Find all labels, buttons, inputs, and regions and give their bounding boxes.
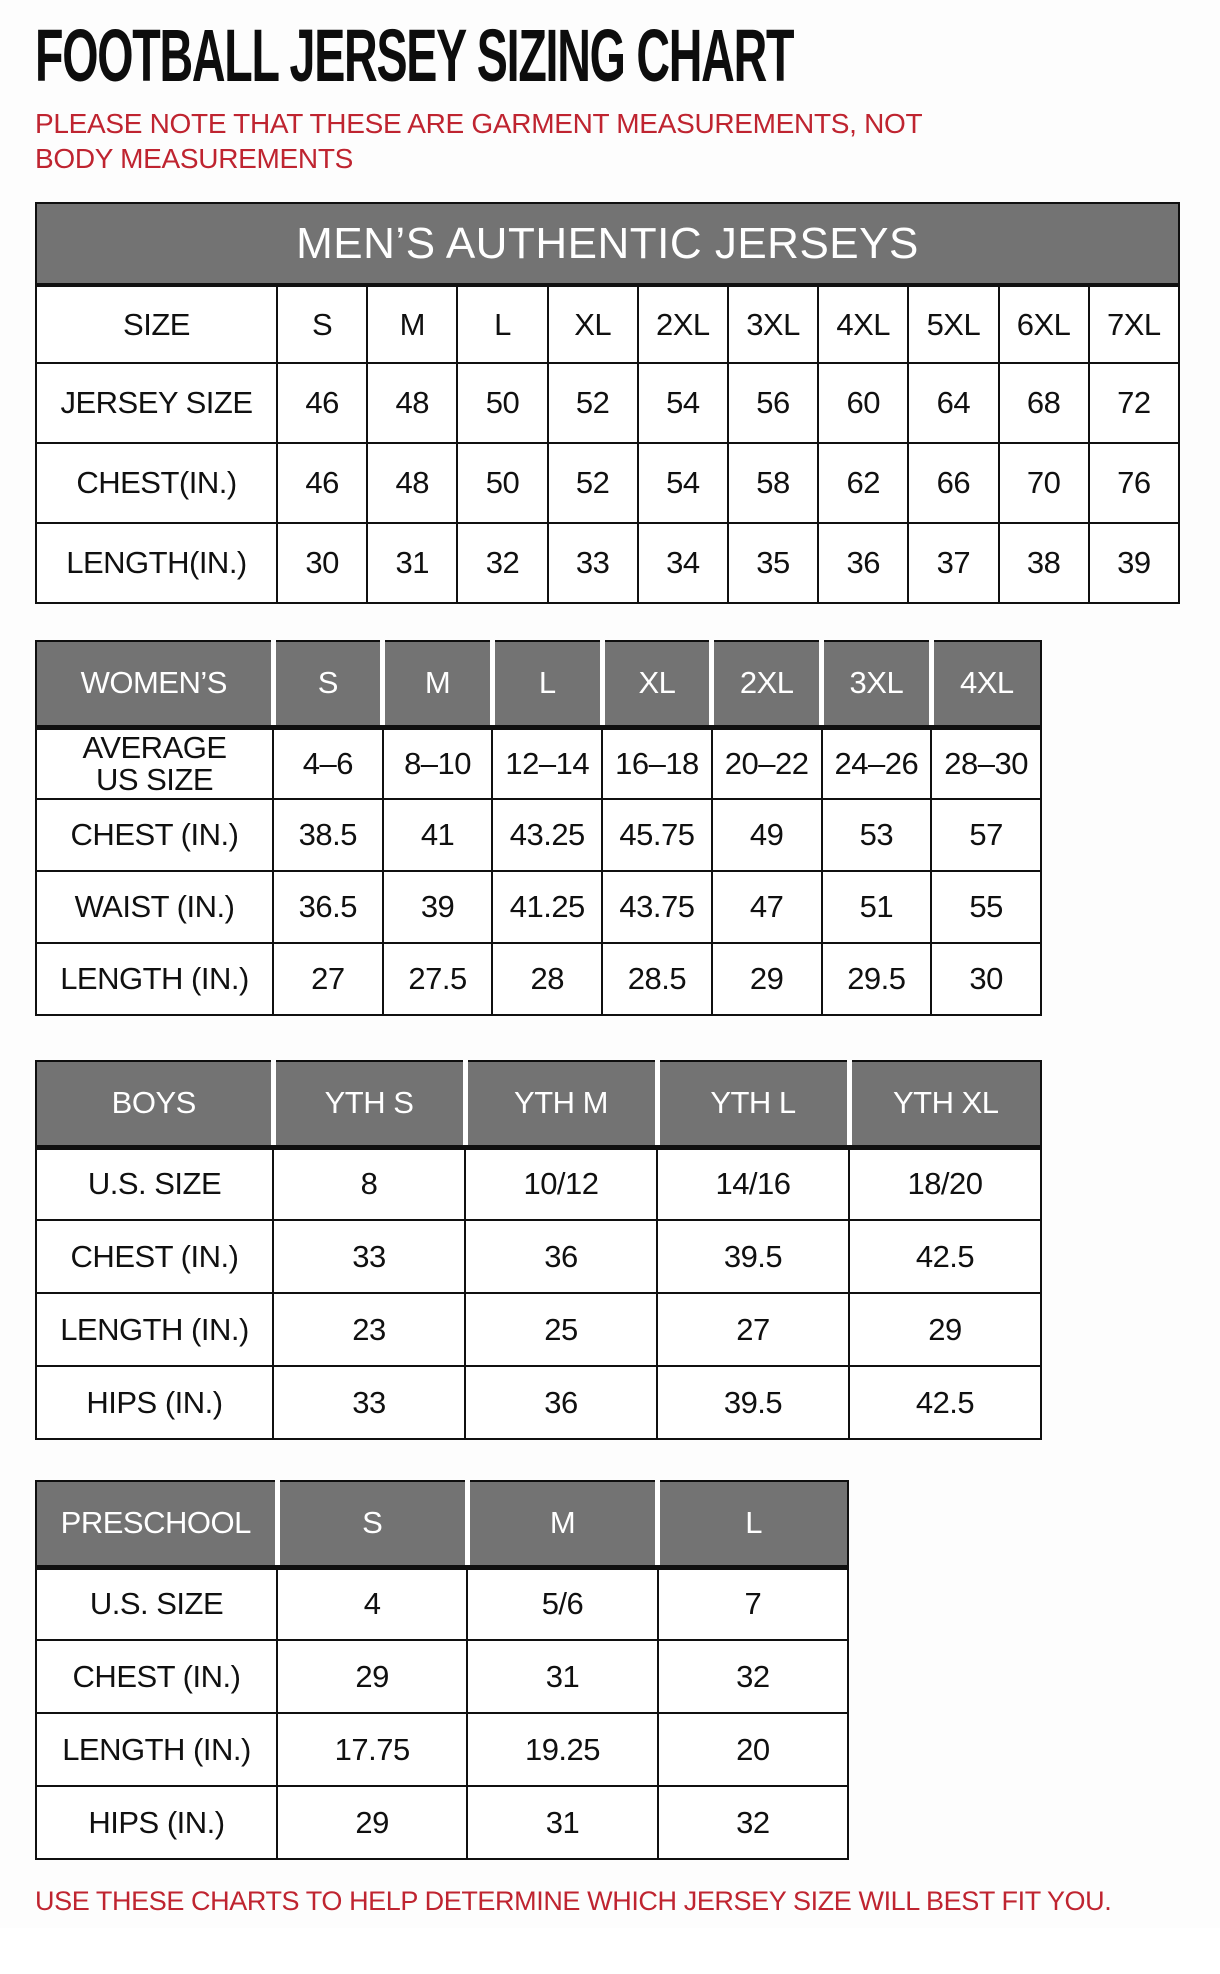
womens-column-header: 2XL bbox=[712, 641, 822, 727]
value-cell: 39.5 bbox=[657, 1366, 849, 1439]
value-cell: 20–22 bbox=[712, 727, 822, 799]
preschool-column-header: L bbox=[658, 1481, 848, 1567]
page-title bbox=[35, 16, 1185, 98]
fit-advice-note: USE THESE CHARTS TO HELP DETERMINE WHICH JERSEY SIZE WILL BEST FIT YOU. bbox=[35, 1886, 1112, 1916]
row-label: CHEST (IN.) bbox=[36, 1640, 277, 1713]
value-cell: 28.5 bbox=[602, 943, 712, 1015]
row-label: CHEST (IN.) bbox=[36, 799, 273, 871]
value-cell: 42.5 bbox=[849, 1220, 1041, 1293]
mens-authentic-jerseys-table bbox=[35, 202, 1180, 604]
value-cell: 28–30 bbox=[931, 727, 1041, 799]
preschool-header-row bbox=[36, 1481, 848, 1567]
value-cell: 33 bbox=[273, 1366, 465, 1439]
value-cell: 20 bbox=[658, 1713, 848, 1786]
mens-column-header: 3XL bbox=[728, 285, 818, 363]
mens-size-header-row bbox=[36, 285, 1179, 363]
mens-column-header: M bbox=[367, 285, 457, 363]
boys-hips-row bbox=[36, 1366, 1041, 1439]
value-cell: 7 bbox=[658, 1567, 848, 1640]
value-cell: 18/20 bbox=[849, 1147, 1041, 1220]
value-cell: 31 bbox=[467, 1786, 657, 1859]
value-cell: 62 bbox=[818, 443, 908, 523]
value-cell: 25 bbox=[465, 1293, 657, 1366]
value-cell: 51 bbox=[822, 871, 932, 943]
value-cell: 30 bbox=[931, 943, 1041, 1015]
value-cell: 32 bbox=[658, 1640, 848, 1713]
mens-column-header: XL bbox=[548, 285, 638, 363]
mens-table-banner: MEN’S AUTHENTIC JERSEYS bbox=[36, 203, 1179, 285]
womens-column-header: XL bbox=[602, 641, 712, 727]
boys-header-label: BOYS bbox=[36, 1061, 273, 1147]
row-label: CHEST(IN.) bbox=[36, 443, 277, 523]
preschool-length-row bbox=[36, 1713, 848, 1786]
row-label: WAIST (IN.) bbox=[36, 871, 273, 943]
value-cell: 29.5 bbox=[822, 943, 932, 1015]
preschool-column-header: S bbox=[277, 1481, 467, 1567]
value-cell: 39.5 bbox=[657, 1220, 849, 1293]
preschool-us-size-row bbox=[36, 1567, 848, 1640]
preschool-chest-row bbox=[36, 1640, 848, 1713]
value-cell: 42.5 bbox=[849, 1366, 1041, 1439]
value-cell: 60 bbox=[818, 363, 908, 443]
value-cell: 41 bbox=[383, 799, 493, 871]
row-label: LENGTH(IN.) bbox=[36, 523, 277, 603]
row-label: CHEST (IN.) bbox=[36, 1220, 273, 1293]
value-cell: 70 bbox=[999, 443, 1089, 523]
boys-column-header: YTH M bbox=[465, 1061, 657, 1147]
womens-column-header: 3XL bbox=[822, 641, 932, 727]
value-cell: 29 bbox=[712, 943, 822, 1015]
value-cell: 58 bbox=[728, 443, 818, 523]
value-cell: 57 bbox=[931, 799, 1041, 871]
mens-column-header: 6XL bbox=[999, 285, 1089, 363]
value-cell: 46 bbox=[277, 443, 367, 523]
mens-column-header: 4XL bbox=[818, 285, 908, 363]
value-cell: 50 bbox=[457, 443, 547, 523]
value-cell: 5/6 bbox=[467, 1567, 657, 1640]
womens-column-header: S bbox=[273, 641, 383, 727]
value-cell: 36 bbox=[465, 1220, 657, 1293]
value-cell: 50 bbox=[457, 363, 547, 443]
womens-table bbox=[35, 640, 1042, 1016]
value-cell: 29 bbox=[277, 1640, 467, 1713]
value-cell: 56 bbox=[728, 363, 818, 443]
value-cell: 41.25 bbox=[492, 871, 602, 943]
row-label: JERSEY SIZE bbox=[36, 363, 277, 443]
preschool-table bbox=[35, 1480, 849, 1860]
value-cell: 52 bbox=[548, 443, 638, 523]
mens-column-header: 2XL bbox=[638, 285, 728, 363]
value-cell: 39 bbox=[383, 871, 493, 943]
boys-us-size-row bbox=[36, 1147, 1041, 1220]
value-cell: 54 bbox=[638, 443, 728, 523]
row-label: LENGTH (IN.) bbox=[36, 1293, 273, 1366]
row-label: LENGTH (IN.) bbox=[36, 943, 273, 1015]
value-cell: 31 bbox=[467, 1640, 657, 1713]
boys-column-header: YTH XL bbox=[849, 1061, 1041, 1147]
value-cell: 28 bbox=[492, 943, 602, 1015]
value-cell: 27 bbox=[657, 1293, 849, 1366]
value-cell: 29 bbox=[849, 1293, 1041, 1366]
value-cell: 16–18 bbox=[602, 727, 712, 799]
womens-length-row bbox=[36, 943, 1041, 1015]
value-cell: 49 bbox=[712, 799, 822, 871]
value-cell: 38.5 bbox=[273, 799, 383, 871]
value-cell: 53 bbox=[822, 799, 932, 871]
row-label: U.S. SIZE bbox=[36, 1147, 273, 1220]
mens-jersey-size-row bbox=[36, 363, 1179, 443]
value-cell: 36.5 bbox=[273, 871, 383, 943]
mens-banner-row bbox=[36, 203, 1179, 285]
mens-column-header: S bbox=[277, 285, 367, 363]
boys-column-header: YTH L bbox=[657, 1061, 849, 1147]
value-cell: 54 bbox=[638, 363, 728, 443]
value-cell: 33 bbox=[548, 523, 638, 603]
garment-measurements-note: PLEASE NOTE THAT THESE ARE GARMENT MEASUREMENTS, NOT BODY MEASUREMENTS bbox=[35, 108, 922, 174]
page-title-text: FOOTBALL JERSEY SIZING CHART bbox=[35, 14, 794, 97]
value-cell: 43.75 bbox=[602, 871, 712, 943]
value-cell: 36 bbox=[465, 1366, 657, 1439]
womens-us-size-row bbox=[36, 727, 1041, 799]
value-cell: 46 bbox=[277, 363, 367, 443]
value-cell: 38 bbox=[999, 523, 1089, 603]
value-cell: 66 bbox=[908, 443, 998, 523]
value-cell: 43.25 bbox=[492, 799, 602, 871]
womens-header-row bbox=[36, 641, 1041, 727]
boys-column-header: YTH S bbox=[273, 1061, 465, 1147]
value-cell: 39 bbox=[1089, 523, 1179, 603]
value-cell: 48 bbox=[367, 443, 457, 523]
row-label: HIPS (IN.) bbox=[36, 1786, 277, 1859]
value-cell: 33 bbox=[273, 1220, 465, 1293]
value-cell: 31 bbox=[367, 523, 457, 603]
womens-waist-row bbox=[36, 871, 1041, 943]
row-label: AVERAGE US SIZE bbox=[36, 727, 273, 799]
value-cell: 12–14 bbox=[492, 727, 602, 799]
value-cell: 36 bbox=[818, 523, 908, 603]
value-cell: 32 bbox=[457, 523, 547, 603]
preschool-header-label: PRESCHOOL bbox=[36, 1481, 277, 1567]
boys-header-row bbox=[36, 1061, 1041, 1147]
value-cell: 34 bbox=[638, 523, 728, 603]
value-cell: 27.5 bbox=[383, 943, 493, 1015]
value-cell: 64 bbox=[908, 363, 998, 443]
preschool-hips-row bbox=[36, 1786, 848, 1859]
womens-column-header: M bbox=[383, 641, 493, 727]
value-cell: 76 bbox=[1089, 443, 1179, 523]
boys-chest-row bbox=[36, 1220, 1041, 1293]
value-cell: 4–6 bbox=[273, 727, 383, 799]
row-label: HIPS (IN.) bbox=[36, 1366, 273, 1439]
value-cell: 23 bbox=[273, 1293, 465, 1366]
boys-length-row bbox=[36, 1293, 1041, 1366]
value-cell: 32 bbox=[658, 1786, 848, 1859]
value-cell: 14/16 bbox=[657, 1147, 849, 1220]
row-label: U.S. SIZE bbox=[36, 1567, 277, 1640]
value-cell: 29 bbox=[277, 1786, 467, 1859]
value-cell: 35 bbox=[728, 523, 818, 603]
value-cell: 47 bbox=[712, 871, 822, 943]
mens-length-row bbox=[36, 523, 1179, 603]
row-label: LENGTH (IN.) bbox=[36, 1713, 277, 1786]
value-cell: 45.75 bbox=[602, 799, 712, 871]
mens-column-header: 7XL bbox=[1089, 285, 1179, 363]
boys-table bbox=[35, 1060, 1042, 1440]
value-cell: 52 bbox=[548, 363, 638, 443]
womens-column-header: 4XL bbox=[931, 641, 1041, 727]
value-cell: 10/12 bbox=[465, 1147, 657, 1220]
womens-column-header: L bbox=[492, 641, 602, 727]
value-cell: 68 bbox=[999, 363, 1089, 443]
mens-size-row-label: SIZE bbox=[36, 285, 277, 363]
value-cell: 72 bbox=[1089, 363, 1179, 443]
value-cell: 24–26 bbox=[822, 727, 932, 799]
value-cell: 4 bbox=[277, 1567, 467, 1640]
mens-column-header: L bbox=[457, 285, 547, 363]
value-cell: 55 bbox=[931, 871, 1041, 943]
value-cell: 27 bbox=[273, 943, 383, 1015]
value-cell: 30 bbox=[277, 523, 367, 603]
preschool-column-header: M bbox=[467, 1481, 657, 1567]
value-cell: 37 bbox=[908, 523, 998, 603]
mens-column-header: 5XL bbox=[908, 285, 998, 363]
value-cell: 8 bbox=[273, 1147, 465, 1220]
mens-chest-row bbox=[36, 443, 1179, 523]
value-cell: 17.75 bbox=[277, 1713, 467, 1786]
womens-chest-row bbox=[36, 799, 1041, 871]
womens-header-label: WOMEN’S bbox=[36, 641, 273, 727]
value-cell: 19.25 bbox=[467, 1713, 657, 1786]
value-cell: 48 bbox=[367, 363, 457, 443]
value-cell: 8–10 bbox=[383, 727, 493, 799]
